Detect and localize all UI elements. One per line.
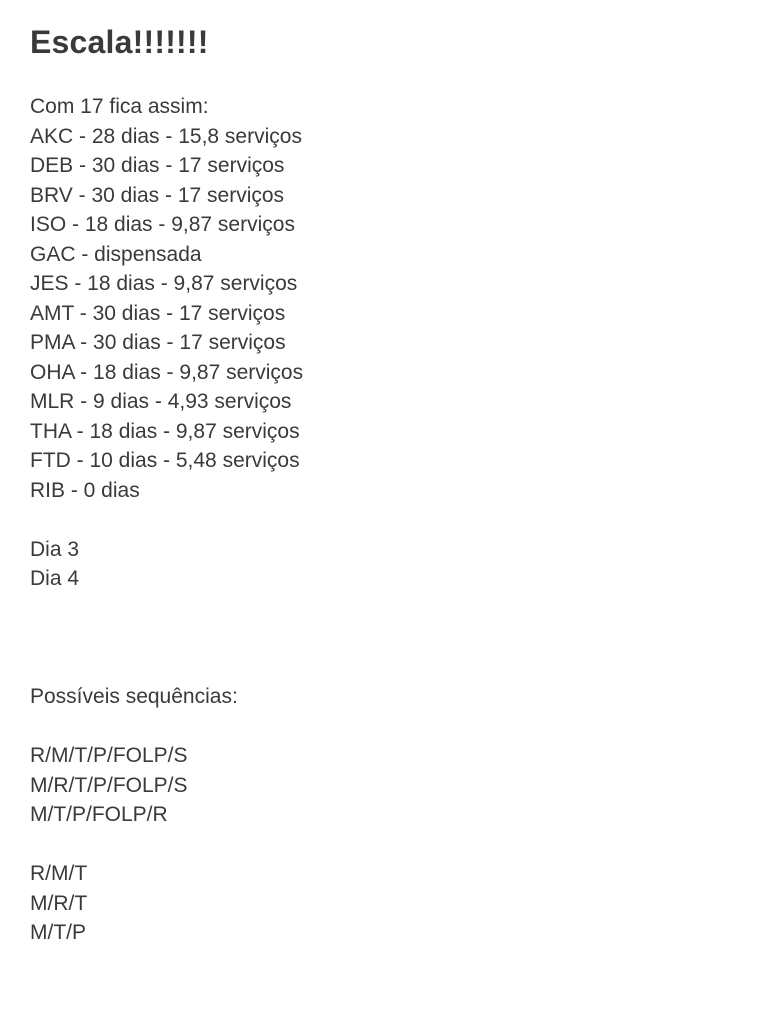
schedule-entry: JES - 18 dias - 9,87 serviços: [30, 272, 298, 295]
note-body[interactable]: [30, 22, 738, 948]
sequences-group-1: [30, 741, 738, 830]
schedule-list: [30, 122, 738, 506]
schedule-entry: PMA - 30 dias - 17 serviços: [30, 331, 286, 354]
schedule-entry: ISO - 18 dias - 9,87 serviços: [30, 213, 295, 236]
day-item: Dia 4: [30, 567, 80, 590]
schedule-entry: FTD - 10 dias - 5,48 serviços: [30, 449, 300, 472]
sequence-item: M/T/P/FOLP/R: [30, 803, 168, 826]
sequence-item: M/T/P: [30, 921, 86, 944]
blank-line: [30, 505, 738, 535]
schedule-entry: MLR - 9 dias - 4,93 serviços: [30, 390, 292, 413]
sequences-heading: Possíveis sequências:: [30, 685, 238, 708]
sequences-group-2: [30, 859, 738, 948]
blank-line: [30, 623, 738, 653]
sequence-item: R/M/T: [30, 862, 88, 885]
note-intro: Com 17 fica assim:: [30, 95, 209, 118]
blank-line: [30, 594, 738, 624]
schedule-entry: RIB - 0 dias: [30, 478, 140, 502]
blank-line: [30, 712, 738, 742]
schedule-entry: AKC - 28 dias - 15,8 serviços: [30, 124, 302, 148]
days-list: [30, 535, 738, 594]
blank-line: [30, 653, 738, 683]
schedule-entry: OHA - 18 dias - 9,87 serviços: [30, 360, 304, 384]
schedule-entry: AMT - 30 dias - 17 serviços: [30, 301, 286, 325]
sequence-item: M/R/T: [30, 891, 88, 915]
schedule-entry: GAC - dispensada: [30, 242, 202, 266]
day-item: Dia 3: [30, 537, 80, 561]
schedule-entry: THA - 18 dias - 9,87 serviços: [30, 419, 300, 443]
sequence-item: R/M/T/P/FOLP/S: [30, 744, 188, 767]
note-title: Escala!!!!!!!: [30, 24, 209, 60]
schedule-entry: BRV - 30 dias - 17 serviços: [30, 183, 285, 207]
schedule-entry: DEB - 30 dias - 17 serviços: [30, 154, 285, 177]
sequence-item: M/R/T/P/FOLP/S: [30, 773, 188, 797]
blank-line: [30, 830, 738, 860]
